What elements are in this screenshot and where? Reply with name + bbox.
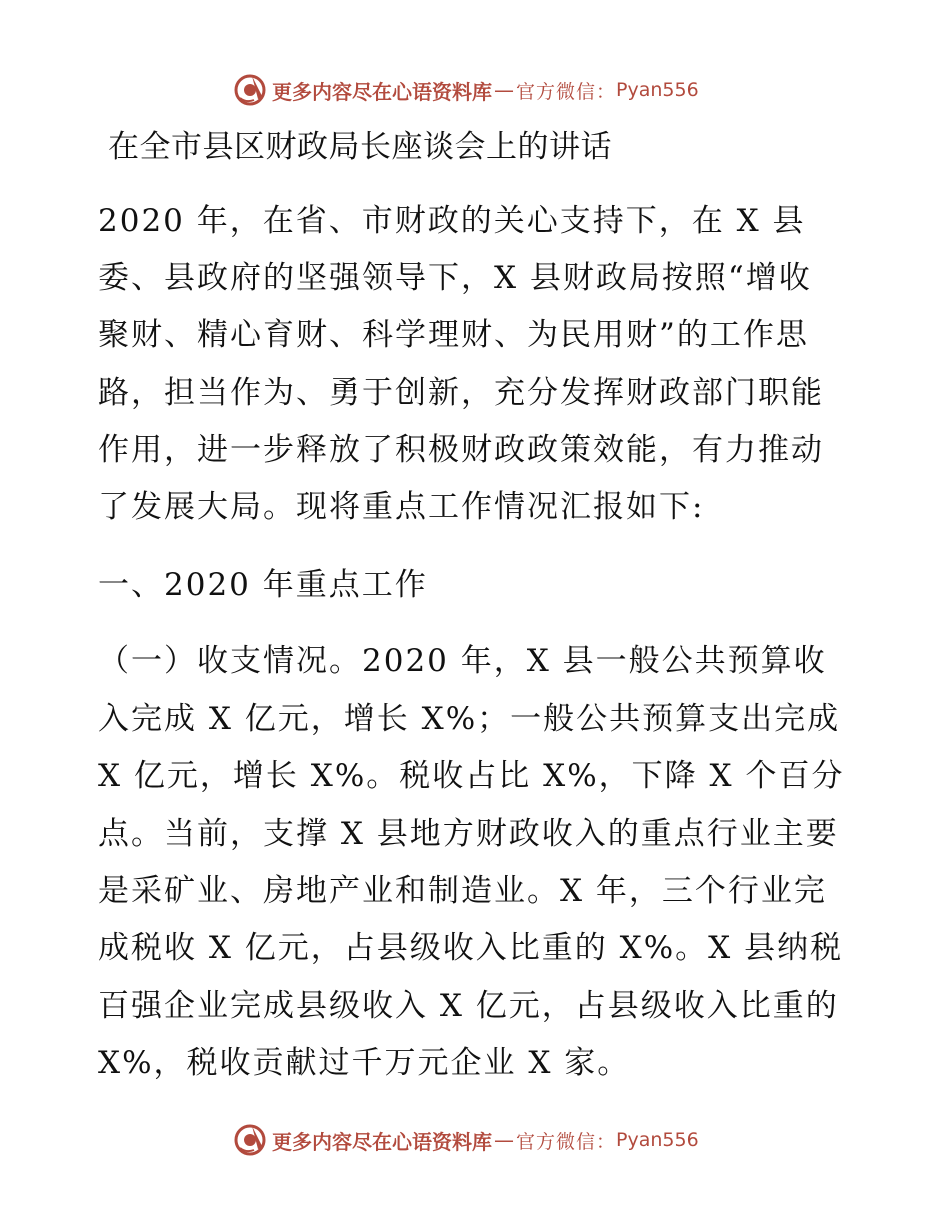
- document-title: 在全市县区财政局长座谈会上的讲话: [108, 129, 612, 165]
- watermark-main-text: 更多内容尽在心语资料库: [272, 79, 492, 104]
- watermark-wechat-id: Pyan556: [616, 79, 699, 101]
- watermark-dash: —: [494, 1128, 514, 1152]
- body-line: X%，税收贡献过千万元企业 X 家。: [98, 1045, 631, 1081]
- body-line: （一）收支情况。2020 年，X 县一般公共预算收: [98, 643, 827, 679]
- watermark-dash: —: [494, 78, 514, 102]
- section-heading: 一、2020 年重点工作: [98, 567, 428, 603]
- body-line: X 亿元，增长 X%。税收占比 X%，下降 X 个百分: [98, 758, 845, 794]
- brand-logo-icon: [232, 72, 268, 108]
- body-line: 百强企业完成县级收入 X 亿元，占县级收入比重的: [98, 988, 839, 1024]
- body-line: 作用，进一步释放了积极财政政策效能，有力推动: [98, 432, 824, 468]
- watermark-sub-text: 官方微信：: [516, 80, 617, 103]
- body-line: 入完成 X 亿元，增长 X%；一般公共预算支出完成: [98, 701, 841, 737]
- body-line: 2020 年，在省、市财政的关心支持下，在 X 县: [98, 203, 806, 239]
- header-watermark: [232, 70, 699, 110]
- body-line: 是采矿业、房地产业和制造业。X 年，三个行业完: [98, 873, 827, 909]
- body-line: 成税收 X 亿元，占县级收入比重的 X%。X 县纳税: [98, 930, 844, 966]
- watermark-wechat-id: Pyan556: [616, 1129, 699, 1151]
- watermark-sub-text: 官方微信：: [516, 1130, 617, 1153]
- body-line: 路，担当作为、勇于创新，充分发挥财政部门职能: [98, 375, 824, 411]
- watermark-main-text: 更多内容尽在心语资料库: [272, 1129, 492, 1154]
- brand-logo-icon: [232, 1122, 268, 1158]
- body-line: 聚财、精心育财、科学理财、为民用财”的工作思: [98, 317, 809, 353]
- body-line: 点。当前，支撑 X 县地方财政收入的重点行业主要: [98, 816, 839, 852]
- body-line: 委、县政府的坚强领导下，X 县财政局按照“增收: [98, 260, 812, 296]
- body-line: 了发展大局。现将重点工作情况汇报如下:: [98, 489, 705, 525]
- footer-watermark: [232, 1120, 699, 1160]
